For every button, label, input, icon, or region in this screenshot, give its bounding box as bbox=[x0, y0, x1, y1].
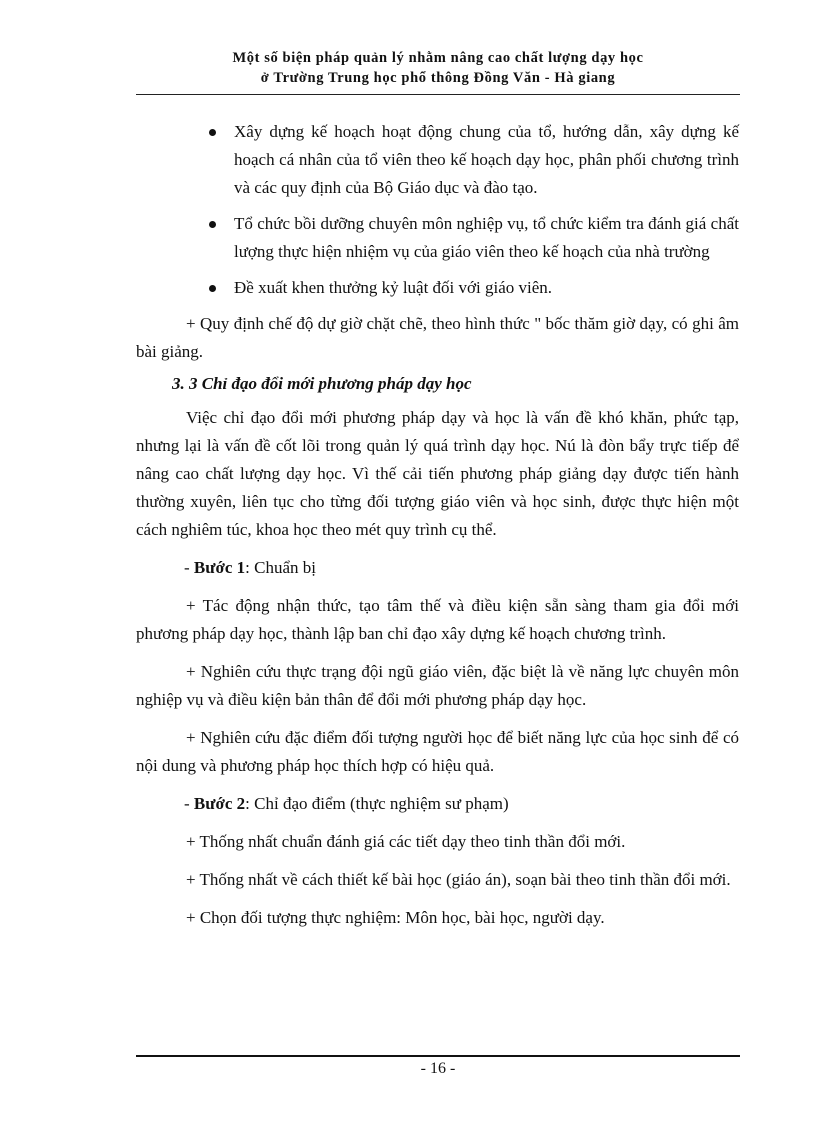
bullet-text: Xây dựng kế hoạch hoạt động chung của tổ, hướng dẫn, xây dựng kế hoạch cá nhân của tổ viên theo kế hoạch dạy học, phân phối chương trình và các quy định của Bộ Giáo dục và đào tạo. bbox=[234, 122, 739, 197]
section-heading: 3. 3 Chỉ đạo đổi mới phương pháp dạy học bbox=[172, 374, 472, 393]
bullet-dot-icon bbox=[209, 221, 216, 228]
bullet-item bbox=[136, 210, 739, 266]
bullet-list bbox=[136, 118, 739, 302]
step-1-prefix: - bbox=[184, 558, 194, 577]
paragraph-observation-rule: + Quy định chế độ dự giờ chặt chẽ, theo hình thức " bốc thăm giờ dạy, có ghi âm bài giảng. bbox=[136, 314, 739, 361]
step-2-prefix: - bbox=[184, 794, 194, 813]
step-2-label: Bước 2 bbox=[193, 794, 246, 813]
paragraph-step2-c: + Chọn đối tượng thực nghiệm: Môn học, bài học, người dạy. bbox=[186, 908, 605, 927]
bullet-dot-icon bbox=[209, 129, 216, 136]
paragraph-intro: Việc chỉ đạo đổi mới phương pháp dạy và học là vấn đề khó khăn, phức tạp, nhưng lại là vấn đề cốt lõi trong quản lý quá trình dạy học. Nú là đòn bẩy trực tiếp để nâng cao chất lượng dạy học. Vì thế cải tiến phương pháp giảng dạy được tiến hành thường xuyên, liên tục cho từng đối tượng giáo viên và học sinh, được thực hiện một cách nghiêm túc, khoa học theo mét quy trình cụ thể. bbox=[136, 408, 739, 539]
header-line-2: ở Trường Trung học phổ thông Đồng Văn - Hà giang bbox=[260, 70, 616, 86]
paragraph-step1-a: + Tác động nhận thức, tạo tâm thế và điều kiện sẵn sàng tham gia đổi mới phương pháp dạy học, thành lập ban chỉ đạo xây dựng kế hoạch chương trình. bbox=[136, 596, 739, 643]
paragraph-step1-b: + Nghiên cứu thực trạng đội ngũ giáo viên, đặc biệt là về năng lực chuyên môn nghiệp vụ và điều kiện bản thân để đổi mới phương pháp dạy học. bbox=[136, 662, 739, 709]
bullet-dot-icon bbox=[209, 285, 216, 292]
bullet-item bbox=[136, 274, 739, 302]
bullet-item bbox=[136, 118, 739, 202]
header-divider bbox=[136, 94, 740, 95]
step-1-label: Bước 1 bbox=[193, 558, 246, 577]
paragraph-step2-a: + Thống nhất chuẩn đánh giá các tiết dạy theo tinh thần đổi mới. bbox=[186, 832, 626, 851]
page-number: - 16 - bbox=[420, 1060, 456, 1077]
step-2-heading bbox=[136, 790, 739, 818]
running-header bbox=[136, 48, 740, 88]
page-body bbox=[136, 118, 739, 942]
header-line-1: Một số biện pháp quản lý nhằm nâng cao chất lượng dạy học bbox=[232, 50, 644, 66]
step-1-text: : Chuẩn bị bbox=[245, 558, 317, 577]
step-1-heading bbox=[136, 554, 739, 582]
bullet-text: Tổ chức bồi dưỡng chuyên môn nghiệp vụ, tổ chức kiểm tra đánh giá chất lượng thực hiện nhiệm vụ của giáo viên theo kế hoạch của nhà trường bbox=[234, 214, 739, 261]
bullet-text: Đề xuất khen thưởng kỷ luật đối với giáo viên. bbox=[234, 278, 553, 297]
step-2-text: : Chỉ đạo điểm (thực nghiệm sư phạm) bbox=[245, 794, 509, 813]
paragraph-step2-b: + Thống nhất về cách thiết kế bài học (giáo án), soạn bài theo tinh thần đổi mới. bbox=[186, 870, 731, 889]
paragraph-step1-c: + Nghiên cứu đặc điểm đối tượng người học để biết năng lực của học sinh để có nội dung và phương pháp học thích hợp có hiệu quả. bbox=[136, 728, 739, 775]
footer-divider bbox=[136, 1055, 740, 1057]
